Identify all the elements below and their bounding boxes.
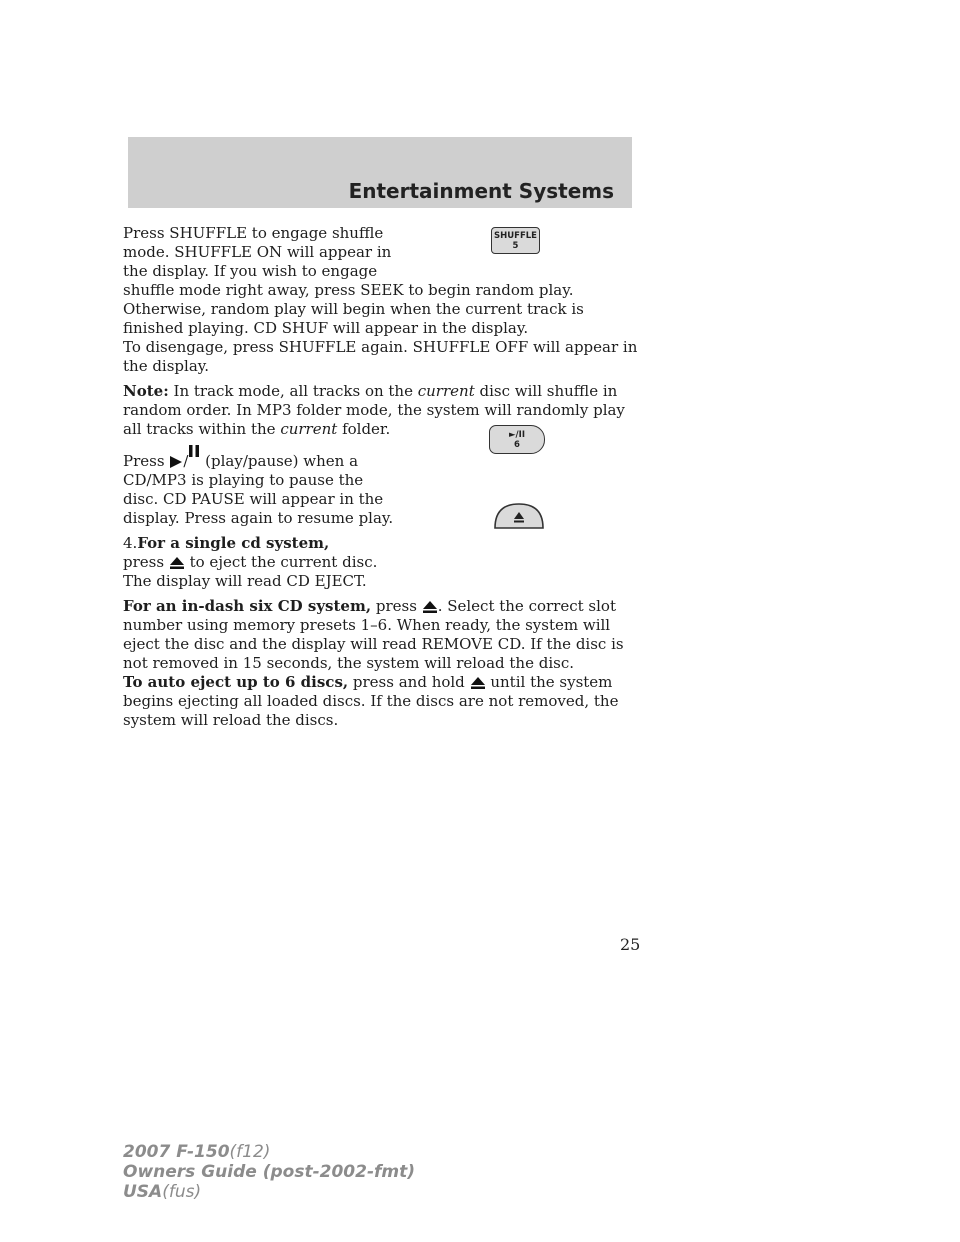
play-icon bbox=[169, 455, 183, 469]
shuffle-button-label: SHUFFLE bbox=[494, 231, 537, 241]
pause-icon bbox=[188, 445, 200, 463]
document-footer: 2007 F-150(f12) Owners Guide (post-2002-fmt) USA(fus) bbox=[123, 1142, 416, 1202]
single-cd-paragraph: 4.For a single cd system, press to eject the current disc. The display will read CD EJECT. bbox=[123, 534, 378, 590]
play-pause-paragraph: Press / (play/pause) when a CD/MP3 is playing to pause the disc. CD PAUSE will appear in the display. Press again to resume play. bbox=[123, 445, 395, 528]
section-header-band bbox=[128, 137, 632, 208]
eject-icon bbox=[169, 556, 185, 570]
play-pause-button-number: 6 bbox=[514, 440, 520, 450]
body-text bbox=[123, 224, 639, 736]
shuffle-paragraph-rest: shuffle mode right away, press SEEK to begin random play. Otherwise, random play will begin when the current track is finished playing. CD SHUF will appear in the display. bbox=[123, 281, 584, 337]
play-pause-button-label: ►/II bbox=[509, 430, 525, 440]
auto-eject-paragraph: To auto eject up to 6 discs, press and hold until the system begins ejecting all loaded discs. If the discs are not removed, the system will reload the discs. bbox=[123, 673, 619, 729]
section-title: Entertainment Systems bbox=[348, 179, 614, 203]
shuffle-button-number: 5 bbox=[512, 241, 519, 251]
page-number: 25 bbox=[620, 935, 641, 954]
six-cd-paragraph: For an in-dash six CD system, press . Select the correct slot number using memory presets 1–6. When ready, the system will eject the disc and the display will read REMOVE CD. If the disc is not removed in 15 seconds, the system will reload the disc. bbox=[123, 597, 624, 672]
six-cd-label: For an in-dash six CD system, bbox=[123, 597, 372, 615]
single-cd-label: For a single cd system, bbox=[137, 534, 330, 552]
eject-icon bbox=[422, 600, 438, 614]
note-label: Note: bbox=[123, 382, 169, 400]
auto-eject-label: To auto eject up to 6 discs, bbox=[123, 673, 349, 691]
note-paragraph: Note: In track mode, all tracks on the current disc will shuffle in random order. In MP3 folder mode, the system will randomly play all tracks within the current folder. bbox=[123, 382, 625, 438]
eject-icon bbox=[470, 676, 486, 690]
disengage-paragraph: To disengage, press SHUFFLE again. SHUFFLE OFF will appear in the display. bbox=[123, 338, 638, 375]
shuffle-paragraph-intro: Press SHUFFLE to engage shuffle mode. SHUFFLE ON will appear in the display. If you wish to engage bbox=[123, 224, 392, 280]
